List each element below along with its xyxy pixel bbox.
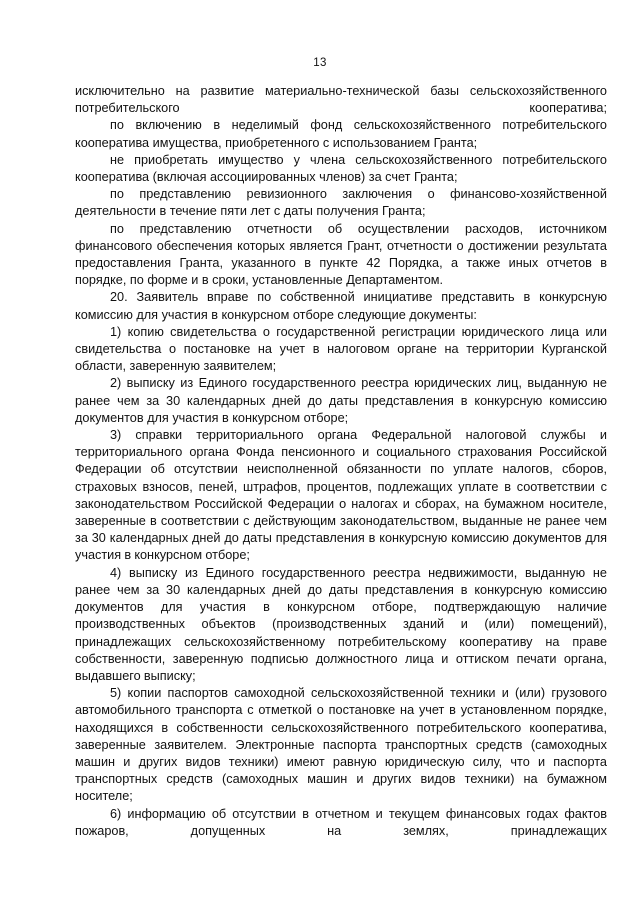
paragraph-not-acquire: не приобретать имущество у члена сельскохозяйственного потребительского кооператива (включая ассоциированных членов) за счет Гранта;: [75, 152, 607, 185]
paragraph-reporting: по представлению отчетности об осуществлении расходов, источником финансового обеспечения которых является Грант, отчетности о достижении результата предоставления Гранта, указанного в пункте 42 Порядка, а также иных отчетов в порядке, по форме и в сроки, установленные Департаментом.: [75, 221, 607, 288]
page-number: 13: [313, 57, 327, 69]
paragraph-document-1: 1) копию свидетельства о государственной регистрации юридического лица или свидетельства о постановке на учет в налоговом органе на территории Курганской области, заверенную заявителем;: [75, 324, 607, 374]
paragraph-document-4: 4) выписку из Единого государственного реестра недвижимости, выданную не ранее чем за 30 календарных дней до даты представления в конкурсную комиссию документов для участия в конкурсном отборе, подтверждающую наличие производственных объектов (производственных зданий и (или) помещений), принадлежащих сельскохозяйственному потребительскому кооперативу на праве собственности, заверенную подписью должностного лица и оттиском печати органа, выдавшего выписку;: [75, 565, 607, 683]
paragraph-audit-conclusion: по представлению ревизионного заключения о финансово-хозяйственной деятельности в течение пяти лет с даты получения Гранта;: [75, 187, 607, 219]
paragraph-continuation: исключительно на развитие материально-технической базы сельскохозяйственного потребительского кооператива;: [75, 84, 607, 116]
document-body: [75, 83, 607, 840]
paragraph-document-3: 3) справки территориального органа Федеральной налоговой службы и территориального органа Фонда пенсионного и социального страхования Российской Федерации об отсутствии неисполненной обязанности по уплате налогов, сборов, страховых взносов, пеней, штрафов, процентов, подлежащих уплате в соответствии с законодательством Российской Федерации о налогах и сборах, на бумажном носителе, заверенные в соответствии с действующим законодательством, выданные не ранее чем за 30 календарных дней до даты представления в конкурсную комиссию документов для участия в конкурсном отборе;: [75, 428, 607, 563]
paragraph-clause-20: 20. Заявитель вправе по собственной инициативе представить в конкурсную комиссию для участия в конкурсном отборе следующие документы:: [75, 290, 607, 322]
paragraph-document-5: 5) копии паспортов самоходной сельскохозяйственной техники и (или) грузового автомобильного транспорта с отметкой о постановке на учет в установленном порядке, находящихся в собственности сельскохозяйственного потребительского кооператива, заверенные заявителем. Электронные паспорта транспортных средств (самоходных машин и других видов техники) имеют равную юридическую силу, что и паспорта транспортных средств (самоходных машин и других видов техники) на бумажном носителе;: [75, 686, 607, 804]
paragraph-indivisible-fund: по включению в неделимый фонд сельскохозяйственного потребительского кооператива имущества, приобретенного с использованием Гранта;: [75, 118, 607, 150]
paragraph-document-6: 6) информацию об отсутствии в отчетном и текущем финансовых годах фактов пожаров, допущенных на землях, принадлежащих: [75, 806, 607, 838]
paragraph-document-2: 2) выписку из Единого государственного реестра юридических лиц, выданную не ранее чем за 30 календарных дней до даты представления в конкурсную комиссию документов для участия в конкурсном отборе;: [75, 376, 607, 425]
